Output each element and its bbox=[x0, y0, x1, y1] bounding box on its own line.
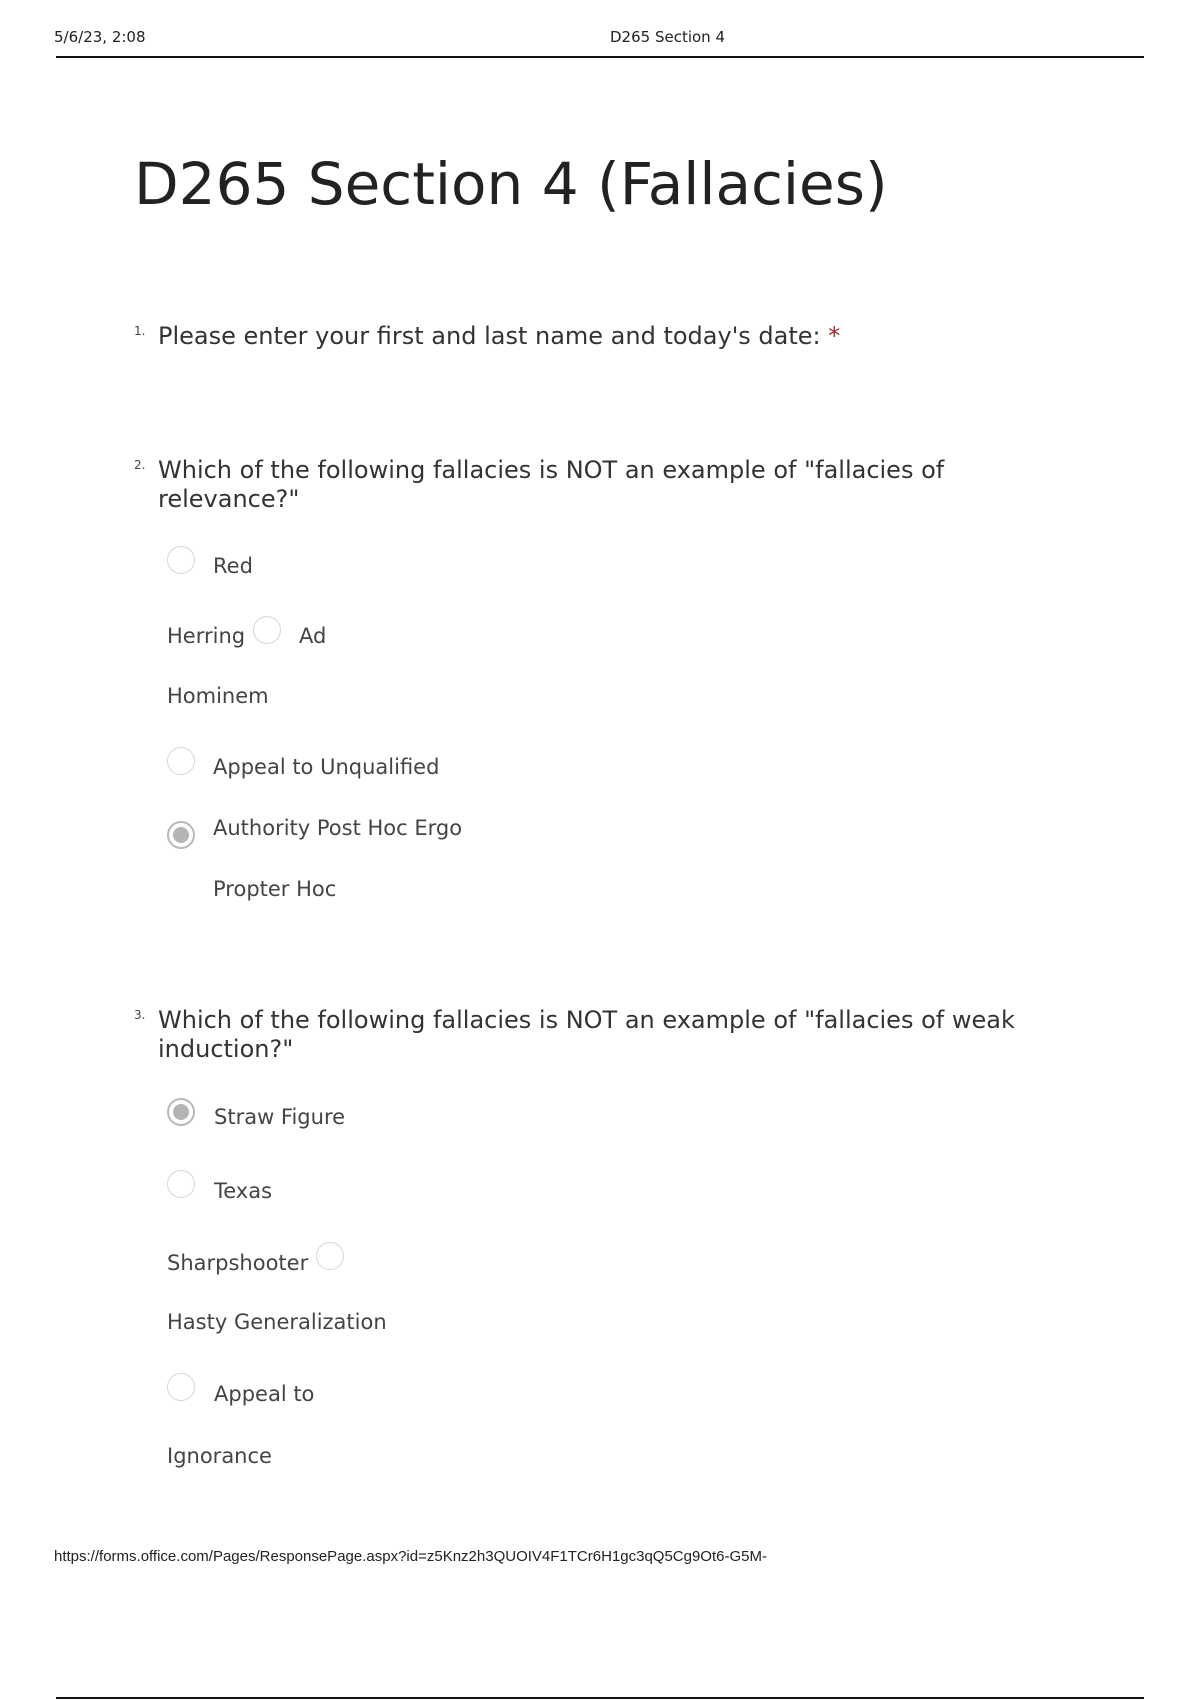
q2-option-4-label-line2: Propter Hoc bbox=[213, 877, 337, 901]
q3-option-4-label-line2: Ignorance bbox=[167, 1444, 272, 1468]
header-divider bbox=[56, 56, 1144, 58]
question-1-number: 1. bbox=[134, 324, 146, 338]
q2-option-ad-hominem-radio[interactable] bbox=[253, 616, 281, 644]
q2-option-2-label-line1: Ad bbox=[299, 624, 327, 648]
question-3-text-line2: induction?" bbox=[158, 1035, 294, 1063]
q2-option-2-label-line2: Hominem bbox=[167, 684, 269, 708]
q3-option-4-label-line1: Appeal to bbox=[214, 1382, 315, 1406]
q3-option-2-label-line2: Sharpshooter bbox=[167, 1251, 309, 1275]
print-date: 5/6/23, 2:08 bbox=[54, 28, 146, 46]
footer-divider bbox=[56, 1697, 1144, 1699]
q2-option-appeal-unqualified-radio[interactable] bbox=[167, 747, 195, 775]
question-3-text-line1: Which of the following fallacies is NOT an example of "fallacies of weak bbox=[158, 1006, 1015, 1034]
question-1-text bbox=[158, 322, 840, 351]
q2-option-red-herring-radio[interactable] bbox=[167, 546, 195, 574]
q3-option-hasty-generalization-radio[interactable] bbox=[316, 1242, 344, 1270]
q2-option-1-label-line1: Red bbox=[213, 554, 253, 578]
form-title: D265 Section 4 (Fallacies) bbox=[134, 150, 888, 218]
required-asterisk: * bbox=[828, 322, 841, 350]
q2-option-post-hoc-radio[interactable] bbox=[167, 821, 195, 849]
q2-option-1-label-line2: Herring bbox=[167, 624, 246, 648]
q3-option-2-label-line1: Texas bbox=[214, 1179, 273, 1203]
q3-option-3-label: Hasty Generalization bbox=[167, 1310, 387, 1334]
question-3-number: 3. bbox=[134, 1008, 146, 1022]
q3-option-1-label: Straw Figure bbox=[214, 1105, 346, 1129]
q3-option-texas-sharpshooter-radio[interactable] bbox=[167, 1170, 195, 1198]
q3-option-straw-figure-radio[interactable] bbox=[167, 1098, 195, 1126]
q2-option-3-label: Appeal to Unqualified bbox=[213, 755, 440, 779]
print-header-title: D265 Section 4 bbox=[610, 28, 725, 46]
q2-option-4-label-line1: Authority Post Hoc Ergo bbox=[213, 816, 463, 840]
question-2-text-line1: Which of the following fallacies is NOT an example of "fallacies of bbox=[158, 456, 945, 484]
q3-option-appeal-ignorance-radio[interactable] bbox=[167, 1373, 195, 1401]
question-2-text-line2: relevance?" bbox=[158, 485, 300, 513]
question-2-number: 2. bbox=[134, 458, 146, 472]
print-footer-url: https://forms.office.com/Pages/ResponsePage.aspx?id=z5Knz2h3QUOIV4F1TCr6H1gc3qQ5Cg9Ot6-G5M- bbox=[54, 1548, 767, 1565]
question-1-label: Please enter your first and last name and today's date: bbox=[158, 322, 821, 350]
